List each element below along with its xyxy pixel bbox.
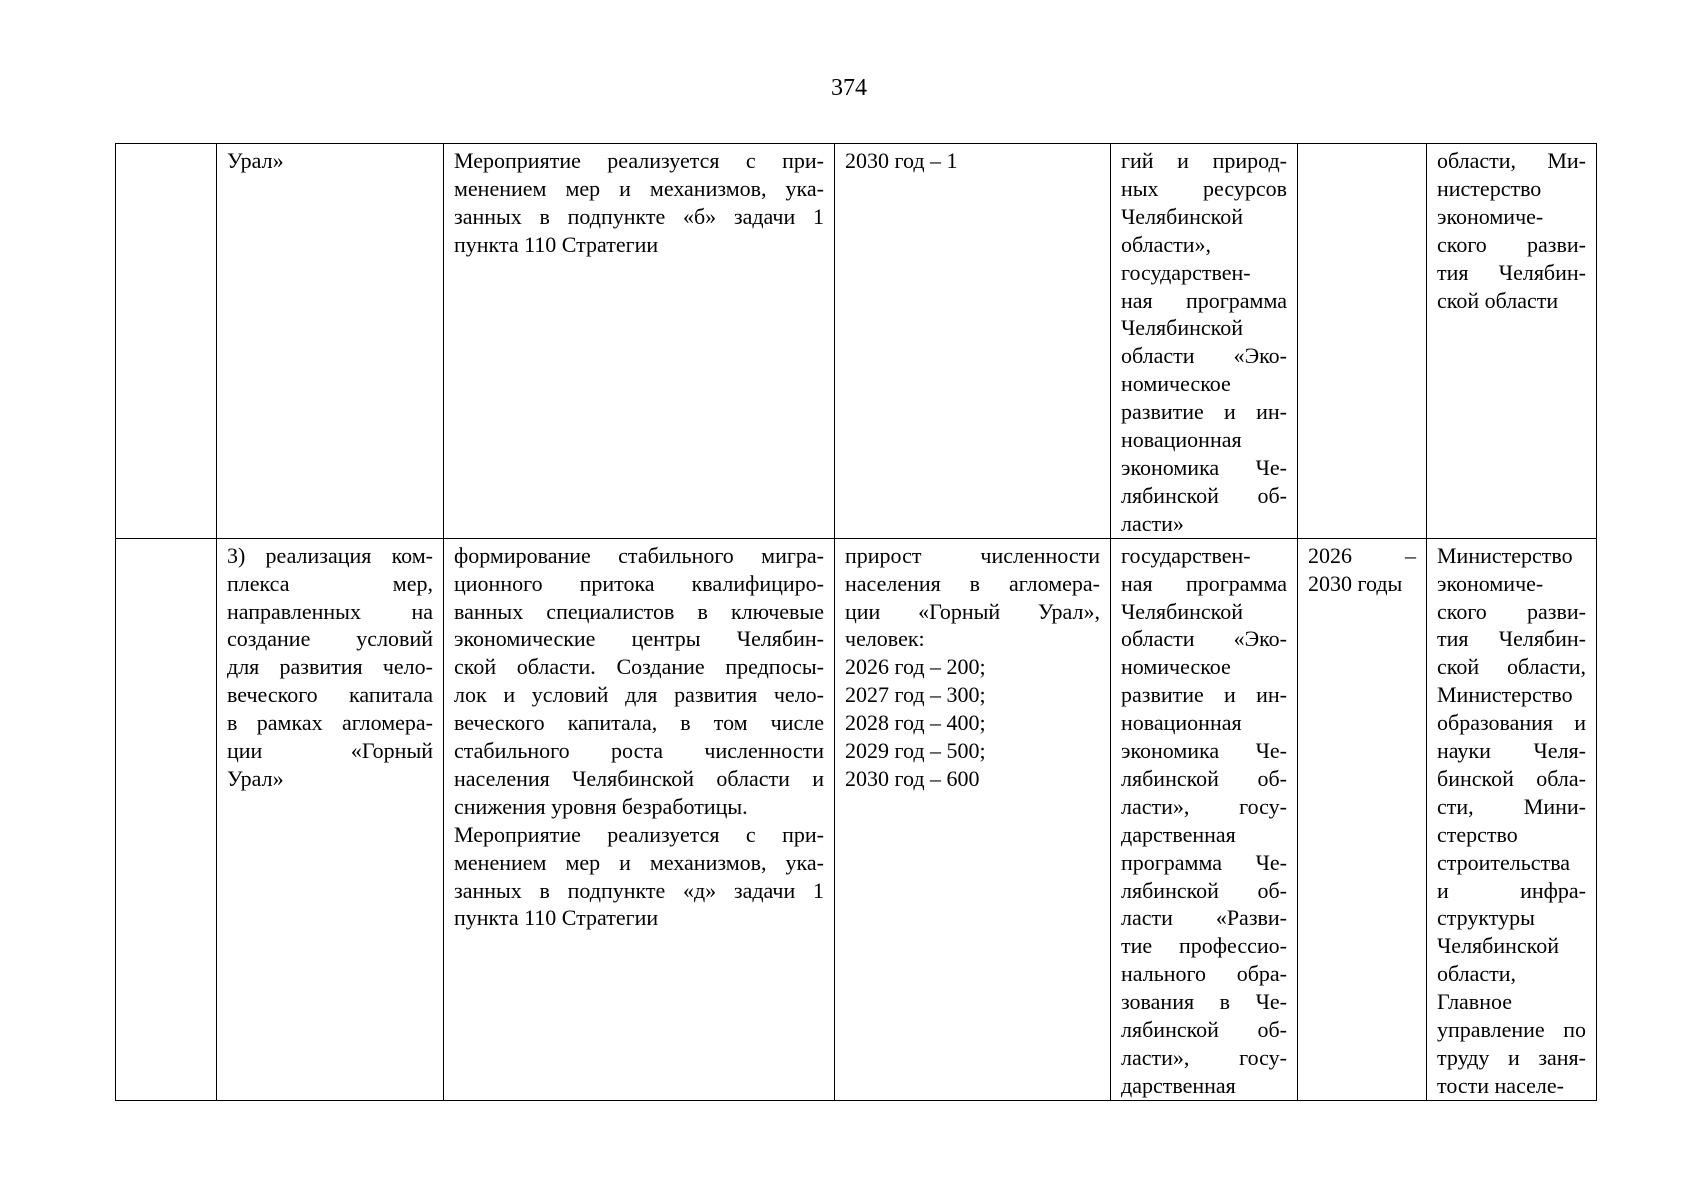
cell-text-line: ласти «Разви- xyxy=(1121,905,1287,931)
cell-text-line: плекса мер, xyxy=(227,570,433,596)
cell-text-line: 2029 год – 500; xyxy=(845,738,986,764)
cell-programs xyxy=(1111,538,1298,1100)
cell-text-line: области «Эко- xyxy=(1121,626,1287,652)
cell-period xyxy=(1298,538,1427,1100)
cell-text-line: области, Ми- xyxy=(1437,148,1586,173)
table-row xyxy=(116,144,1597,539)
cell-text-line: Челябинской xyxy=(1121,203,1244,229)
cell-indicator xyxy=(835,144,1111,539)
cell-text-line: пункта 110 Стратегии xyxy=(454,231,659,257)
cell-text-line: новационная xyxy=(1121,710,1242,736)
cell-text-line: ласти», госу- xyxy=(1121,793,1287,819)
cell-text-line: лок и условий для развития чело- xyxy=(454,682,824,708)
cell-text-line: ского разви- xyxy=(1437,598,1586,624)
cell-text-line: снижения уровня безработицы. xyxy=(454,793,748,819)
cell-text-line: программа Че- xyxy=(1121,849,1287,875)
cell-text-line: ской области, xyxy=(1437,654,1586,680)
cell-text-line: экономиче- xyxy=(1437,203,1544,229)
cell-text-line: тия Челябин- xyxy=(1437,626,1586,652)
table-row xyxy=(116,538,1597,1100)
cell-text-line: ской области. Создание предпосы- xyxy=(454,654,824,680)
cell-text-line: менением мер и механизмов, ука- xyxy=(454,849,824,875)
cell-text-line: ласти», госу- xyxy=(1121,1045,1287,1070)
cell-text-line: номическое xyxy=(1121,371,1231,397)
cell-text-line: направленных на xyxy=(227,598,433,624)
cell-text-line: пункта 110 Стратегии xyxy=(454,905,659,931)
cell-text-line: государствен- xyxy=(1121,259,1251,285)
cell-text-line: 2026 – xyxy=(1308,542,1416,568)
cell-text-line: ского разви- xyxy=(1437,231,1586,257)
cell-text-line: нального обра- xyxy=(1121,961,1287,987)
cell-text-line: лябинской об- xyxy=(1121,482,1287,508)
cell-text-line: 2026 год – 200; xyxy=(845,654,986,680)
cell-text-line: тости населе- xyxy=(1437,1072,1564,1098)
cell-text-line: дарственная xyxy=(1121,821,1236,847)
cell-text-line: ванных специалистов в ключевые xyxy=(454,598,824,624)
cell-text-line: сти, Мини- xyxy=(1437,793,1586,819)
cell-text-line: бинской обла- xyxy=(1437,765,1586,791)
cell-text-line: 2028 год – 400; xyxy=(845,710,986,736)
cell-text-line: управление по xyxy=(1437,1017,1586,1043)
cell-text-line: формирование стабильного мигра- xyxy=(454,542,824,568)
cell-text-line: области «Эко- xyxy=(1121,343,1287,369)
cell-number xyxy=(116,144,217,539)
cell-text-line: в рамках агломера- xyxy=(227,710,433,736)
page-number: 374 xyxy=(831,75,867,101)
cell-text-line: Урал» xyxy=(227,765,284,791)
cell-text-line: гий и природ- xyxy=(1121,148,1287,173)
cell-text-line: 2027 год – 300; xyxy=(845,682,986,708)
cell-text-line: новационная xyxy=(1121,427,1242,453)
cell-period xyxy=(1298,144,1427,539)
cell-text-line: ционного притока квалифициро- xyxy=(454,570,824,596)
cell-text-line: Главное xyxy=(1437,989,1513,1015)
cell-text-line: образования и xyxy=(1437,710,1586,736)
cell-text-line: науки Челя- xyxy=(1437,738,1586,764)
cell-text-line: Челябинской xyxy=(1121,315,1244,341)
cell-text-line: труду и заня- xyxy=(1437,1045,1586,1070)
cell-text-line: населения в агломера- xyxy=(845,570,1100,596)
cell-text-line: ской области xyxy=(1437,287,1559,313)
cell-description xyxy=(444,538,835,1100)
cell-text-line: экономика Че- xyxy=(1121,454,1287,480)
cell-text-line: зования в Че- xyxy=(1121,989,1287,1015)
cell-text-line: стерство xyxy=(1437,821,1518,847)
cell-text-line: структуры xyxy=(1437,905,1535,931)
cell-text-line: менением мер и механизмов, ука- xyxy=(454,175,824,201)
cell-number xyxy=(116,538,217,1100)
cell-text-line: прирост численности xyxy=(845,542,1100,568)
cell-text-line: Урал» xyxy=(227,148,284,173)
cell-text-line: области, xyxy=(1437,961,1517,987)
cell-text-line: ных ресурсов xyxy=(1121,175,1287,201)
cell-text-line: ции «Горный Урал», xyxy=(845,598,1100,624)
cell-text-line: экономика Че- xyxy=(1121,738,1287,764)
cell-text-line: лябинской об- xyxy=(1121,1017,1287,1043)
cell-programs xyxy=(1111,144,1298,539)
cell-text-line: Министерство xyxy=(1437,682,1573,708)
cell-text-line: государствен- xyxy=(1121,542,1251,568)
cell-event-name xyxy=(217,538,444,1100)
cell-text-line: лябинской об- xyxy=(1121,877,1287,903)
cell-text-line: ная программа xyxy=(1121,287,1287,313)
cell-text-line: населения Челябинской области и xyxy=(454,765,824,791)
cell-text-line: ласти» xyxy=(1121,510,1184,536)
cell-responsible xyxy=(1427,538,1597,1100)
cell-event-name xyxy=(217,144,444,539)
cell-description xyxy=(444,144,835,539)
cell-text-line: Мероприятие реализуется с при- xyxy=(454,148,824,173)
cell-text-line: занных в подпункте «б» задачи 1 xyxy=(454,203,824,229)
cell-indicator xyxy=(835,538,1111,1100)
cell-text-line: 3) реализация ком- xyxy=(227,542,433,568)
cell-text-line: 2030 год – 600 xyxy=(845,765,980,791)
data-table xyxy=(115,143,1597,1101)
cell-text-line: стабильного роста численности xyxy=(454,738,824,764)
cell-text-line: ная программа xyxy=(1121,570,1287,596)
cell-text-line: человек: xyxy=(845,626,925,652)
cell-responsible xyxy=(1427,144,1597,539)
cell-text-line: развитие и ин- xyxy=(1121,399,1287,425)
cell-text-line: тие профессио- xyxy=(1121,933,1287,959)
cell-text-line: дарственная xyxy=(1121,1072,1236,1098)
cell-text-line: Мероприятие реализуется с при- xyxy=(454,821,824,847)
cell-text-line: создание условий xyxy=(227,626,433,652)
cell-text-line: 2030 год – 1 xyxy=(845,148,958,173)
cell-text-line: веческого капитала, в том числе xyxy=(454,710,824,736)
cell-text-line: 2030 годы xyxy=(1308,570,1403,596)
cell-text-line: развитие и ин- xyxy=(1121,682,1287,708)
cell-text-line: Министерство xyxy=(1437,542,1573,568)
cell-text-line: занных в подпункте «д» задачи 1 xyxy=(454,877,824,903)
cell-text-line: Челябинской xyxy=(1437,933,1560,959)
cell-text-line: экономические центры Челябин- xyxy=(454,626,824,652)
cell-text-line: и инфра- xyxy=(1437,877,1586,903)
cell-text-line: нистерство xyxy=(1437,175,1542,201)
cell-text-line: области», xyxy=(1121,231,1212,257)
cell-text-line: строительства xyxy=(1437,849,1571,875)
cell-text-line: экономиче- xyxy=(1437,570,1544,596)
cell-text-line: лябинской об- xyxy=(1121,765,1287,791)
cell-text-line: Челябинской xyxy=(1121,598,1244,624)
cell-text-line: для развития чело- xyxy=(227,654,433,680)
cell-text-line: ции «Горный xyxy=(227,738,433,764)
cell-text-line: тия Челябин- xyxy=(1437,259,1586,285)
cell-text-line: веческого капитала xyxy=(227,682,433,708)
cell-text-line: номическое xyxy=(1121,654,1231,680)
